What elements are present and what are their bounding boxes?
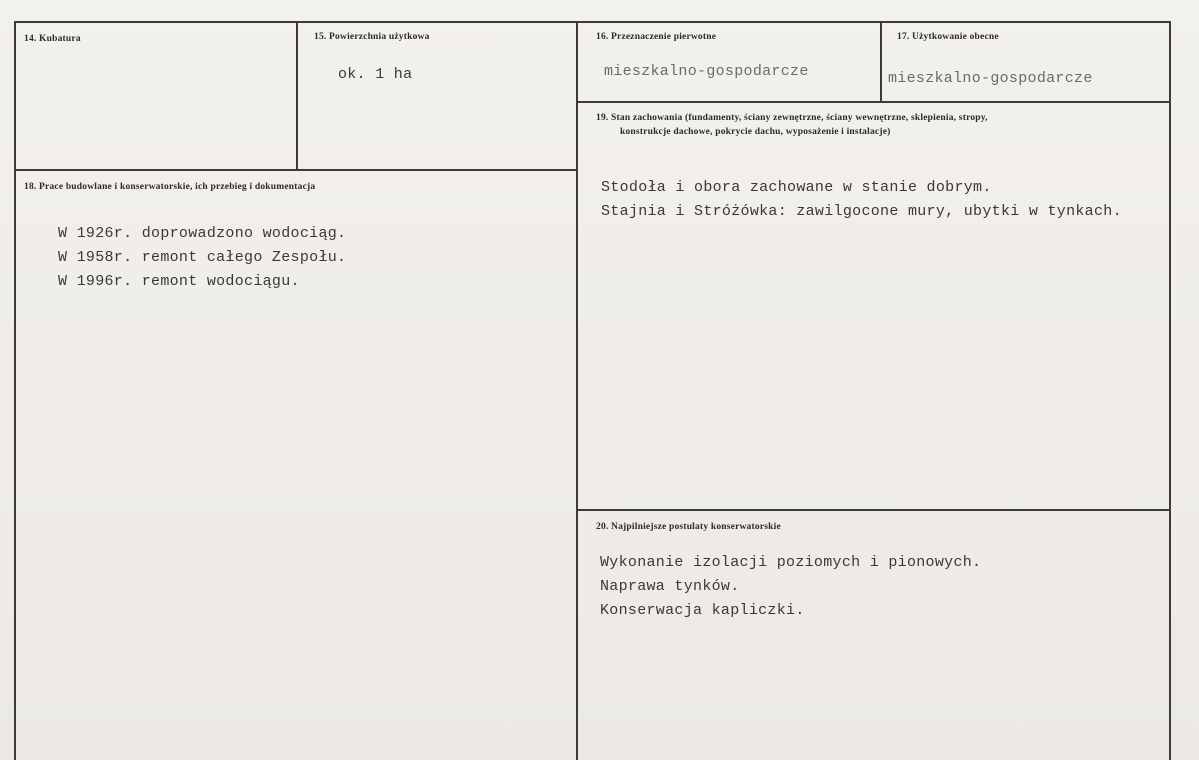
prace-budowlane-label: 18. Prace budowlane i konserwatorskie, ich przebieg i dokumentacja: [24, 182, 316, 192]
kubatura-label: 14. Kubatura: [24, 34, 81, 44]
prace-line-3: W 1996r. remont wodociągu.: [58, 273, 300, 290]
powierzchnia-label: 15. Powierzchnia użytkowa: [314, 32, 430, 42]
divider-v-14-15: [296, 21, 298, 170]
postulaty-label: 20. Najpilniejsze postulaty konserwatorskie: [596, 522, 781, 532]
divider-h-16-19: [577, 101, 1170, 103]
postulaty-line-3: Konserwacja kapliczki.: [600, 602, 805, 619]
divider-h-19-20: [577, 509, 1170, 511]
stan-zachowania-label-line2: konstrukcje dachowe, pokrycie dachu, wyposażenie i instalacje): [620, 127, 891, 137]
uzytkowanie-label: 17. Użytkowanie obecne: [897, 32, 999, 42]
postulaty-line-2: Naprawa tynków.: [600, 578, 740, 595]
prace-line-2: W 1958r. remont całego Zespołu.: [58, 249, 347, 266]
divider-v-16-17: [880, 21, 882, 102]
prace-line-1: W 1926r. doprowadzono wodociąg.: [58, 225, 347, 242]
uzytkowanie-value: mieszkalno-gospodarcze: [888, 70, 1093, 87]
prace-budowlane-text: [58, 222, 346, 294]
przeznaczenie-value: mieszkalno-gospodarcze: [604, 63, 809, 80]
postulaty-text: [600, 551, 981, 623]
przeznaczenie-label: 16. Przeznaczenie pierwotne: [596, 32, 717, 42]
left-rule: [14, 21, 16, 760]
stan-line-1: Stodoła i obora zachowane w stanie dobrym.: [601, 179, 992, 196]
divider-h-left: [15, 169, 577, 171]
stan-line-2: Stajnia i Stróżówka: zawilgocone mury, ubytki w tynkach.: [601, 203, 1122, 220]
stan-zachowania-label-line1: 19. Stan zachowania (fundamenty, ściany zewnętrzne, ściany wewnętrzne, sklepienia, stropy,: [596, 113, 988, 123]
powierzchnia-value: ok. 1 ha: [338, 66, 413, 83]
top-rule: [14, 21, 1171, 23]
stan-zachowania-label: [596, 111, 1156, 139]
postulaty-line-1: Wykonanie izolacji poziomych i pionowych.: [600, 554, 982, 571]
stan-zachowania-text: [601, 176, 1122, 224]
right-rule: [1169, 21, 1171, 760]
divider-v-main: [576, 21, 578, 760]
